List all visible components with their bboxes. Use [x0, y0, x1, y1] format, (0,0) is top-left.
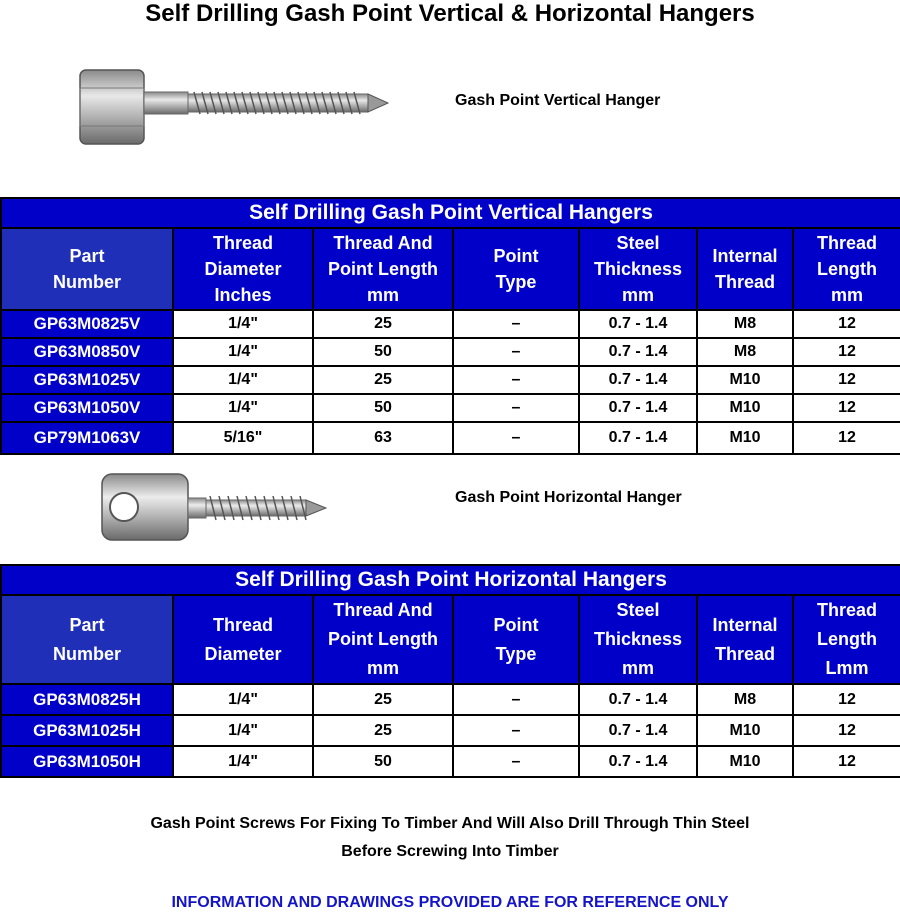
table-row [1, 684, 900, 715]
point-type-cell: – [453, 366, 579, 394]
internal-thread-cell: M8 [697, 338, 793, 366]
part-number-cell: GP63M0825H [1, 684, 173, 715]
part-number-cell: GP63M0850V [1, 338, 173, 366]
steel-thickness-cell: 0.7 - 1.4 [579, 715, 697, 746]
thread-length-cell: 12 [793, 746, 900, 777]
thread-length-cell: 12 [793, 422, 900, 454]
footer-note-line2: Before Screwing Into Timber [341, 843, 559, 860]
thread-length-cell: 12 [793, 366, 900, 394]
thread-diameter-cell: 1/4" [173, 310, 313, 338]
footer-note-line1: Gash Point Screws For Fixing To Timber And Will Also Drill Through Thin Steel [150, 815, 750, 832]
thread-diameter-cell: 5/16" [173, 422, 313, 454]
thread-length-cell: 12 [793, 338, 900, 366]
vertical-hanger-image [72, 62, 392, 150]
header-thread-length: Thread Length mm [793, 228, 900, 310]
thread-diameter-cell: 1/4" [173, 338, 313, 366]
reference-disclaimer: INFORMATION AND DRAWINGS PROVIDED ARE FOR REFERENCE ONLY [171, 894, 729, 911]
thread-point-length-cell: 25 [313, 684, 453, 715]
internal-thread-cell: M8 [697, 310, 793, 338]
internal-thread-cell: M10 [697, 715, 793, 746]
thread-diameter-cell: 1/4" [173, 394, 313, 422]
horizontal-table-title: Self Drilling Gash Point Horizontal Hangers [1, 565, 900, 595]
part-number-cell: GP63M0825V [1, 310, 173, 338]
header-part-number: Part Number [1, 228, 173, 310]
part-number-cell: GP63M1050H [1, 746, 173, 777]
thread-diameter-cell: 1/4" [173, 746, 313, 777]
point-type-cell: – [453, 684, 579, 715]
horizontal-hangers-table [0, 564, 900, 778]
thread-point-length-cell: 25 [313, 310, 453, 338]
point-type-cell: – [453, 310, 579, 338]
thread-diameter-cell: 1/4" [173, 715, 313, 746]
horizontal-hanger-caption: Gash Point Horizontal Hanger [455, 489, 682, 506]
point-type-cell: – [453, 394, 579, 422]
steel-thickness-cell: 0.7 - 1.4 [579, 684, 697, 715]
internal-thread-cell: M8 [697, 684, 793, 715]
vertical-hanger-caption: Gash Point Vertical Hanger [455, 92, 661, 109]
steel-thickness-cell: 0.7 - 1.4 [579, 746, 697, 777]
steel-thickness-cell: 0.7 - 1.4 [579, 422, 697, 454]
header-internal-thread: Internal Thread [697, 228, 793, 310]
header-thread-point-length: Thread And Point Length mm [313, 228, 453, 310]
table-row [1, 338, 900, 366]
thread-point-length-cell: 50 [313, 338, 453, 366]
horizontal-hanger-image [96, 468, 332, 548]
point-type-cell: – [453, 746, 579, 777]
thread-point-length-cell: 25 [313, 715, 453, 746]
header-part-number: Part Number [1, 595, 173, 684]
steel-thickness-cell: 0.7 - 1.4 [579, 366, 697, 394]
header-steel-thickness: Steel Thickness mm [579, 228, 697, 310]
internal-thread-cell: M10 [697, 394, 793, 422]
table-row [1, 746, 900, 777]
point-type-cell: – [453, 422, 579, 454]
internal-thread-cell: M10 [697, 422, 793, 454]
part-number-cell: GP63M1025H [1, 715, 173, 746]
vertical-hangers-table [0, 197, 900, 455]
header-point-type: Point Type [453, 228, 579, 310]
thread-point-length-cell: 63 [313, 422, 453, 454]
thread-point-length-cell: 25 [313, 366, 453, 394]
thread-point-length-cell: 50 [313, 394, 453, 422]
thread-point-length-cell: 50 [313, 746, 453, 777]
thread-length-cell: 12 [793, 684, 900, 715]
thread-length-cell: 12 [793, 394, 900, 422]
thread-length-cell: 12 [793, 715, 900, 746]
thread-diameter-cell: 1/4" [173, 684, 313, 715]
internal-thread-cell: M10 [697, 366, 793, 394]
table-row [1, 366, 900, 394]
header-thread-point-length: Thread And Point Length mm [313, 595, 453, 684]
part-number-cell: GP63M1025V [1, 366, 173, 394]
part-number-cell: GP79M1063V [1, 422, 173, 454]
header-internal-thread: Internal Thread [697, 595, 793, 684]
steel-thickness-cell: 0.7 - 1.4 [579, 394, 697, 422]
part-number-cell: GP63M1050V [1, 394, 173, 422]
thread-length-cell: 12 [793, 310, 900, 338]
steel-thickness-cell: 0.7 - 1.4 [579, 310, 697, 338]
table-row [1, 394, 900, 422]
header-steel-thickness: Steel Thickness mm [579, 595, 697, 684]
header-point-type: Point Type [453, 595, 579, 684]
point-type-cell: – [453, 338, 579, 366]
point-type-cell: – [453, 715, 579, 746]
header-thread-diameter: Thread Diameter [173, 595, 313, 684]
table-row [1, 422, 900, 454]
table-row [1, 310, 900, 338]
steel-thickness-cell: 0.7 - 1.4 [579, 338, 697, 366]
table-row [1, 715, 900, 746]
thread-diameter-cell: 1/4" [173, 366, 313, 394]
vertical-table-title: Self Drilling Gash Point Vertical Hangers [1, 198, 900, 228]
header-thread-length: Thread Length Lmm [793, 595, 900, 684]
header-thread-diameter: Thread Diameter Inches [173, 228, 313, 310]
page-title: Self Drilling Gash Point Vertical & Horizontal Hangers [145, 0, 755, 27]
internal-thread-cell: M10 [697, 746, 793, 777]
